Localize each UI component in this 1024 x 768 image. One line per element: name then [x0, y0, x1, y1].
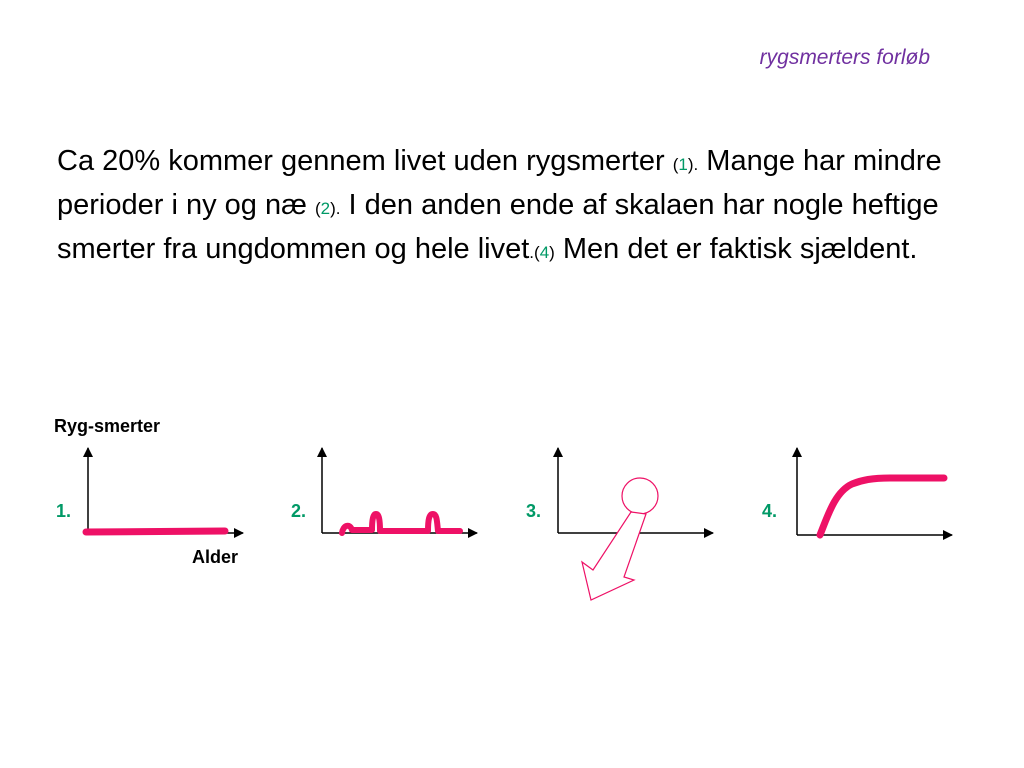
slide-title: rygsmerters forløb: [759, 46, 930, 69]
diagram-3: [558, 448, 713, 600]
ref-1-open: (: [672, 155, 679, 174]
ref-4-open: .(: [529, 243, 540, 262]
ref-2-close: ).: [330, 199, 341, 218]
highlight-circle: [622, 478, 658, 514]
sentence-4: Men det er faktisk sjældent.: [554, 233, 918, 265]
diagram-1: [86, 448, 243, 533]
pain-curve-lifelong: [820, 478, 944, 535]
pain-curve-episodes: [342, 514, 460, 533]
y-axis-label: Ryg-smerter: [54, 416, 161, 436]
diagram-number-2: 2.: [291, 501, 307, 521]
sentence-2: Mange har mindre perioder i ny og næ: [57, 145, 942, 221]
diagram-4: [797, 448, 952, 535]
ref-2-open: (: [314, 199, 321, 218]
diagram-2: [322, 448, 477, 533]
ref-1-number: 1: [678, 155, 688, 174]
diagram-number-1: 1.: [56, 501, 72, 521]
diagram-number-3: 3.: [526, 501, 542, 521]
down-arrow-outline: [582, 512, 646, 600]
ref-1-close: ).: [687, 155, 699, 174]
sentence-1: Ca 20% kommer gennem livet uden rygsmerter: [57, 145, 673, 177]
pain-curve-flat: [86, 531, 225, 532]
x-axis-label: Alder: [192, 547, 239, 567]
sentence-3: I den anden ende af skalaen har nogle heftige smerter fra ungdommen og hele livet: [57, 189, 939, 265]
diagram-number-4: 4.: [762, 501, 778, 521]
ref-2-number: 2: [320, 199, 331, 218]
ref-4-close: ): [549, 243, 555, 262]
ref-4-number: 4: [539, 243, 550, 262]
